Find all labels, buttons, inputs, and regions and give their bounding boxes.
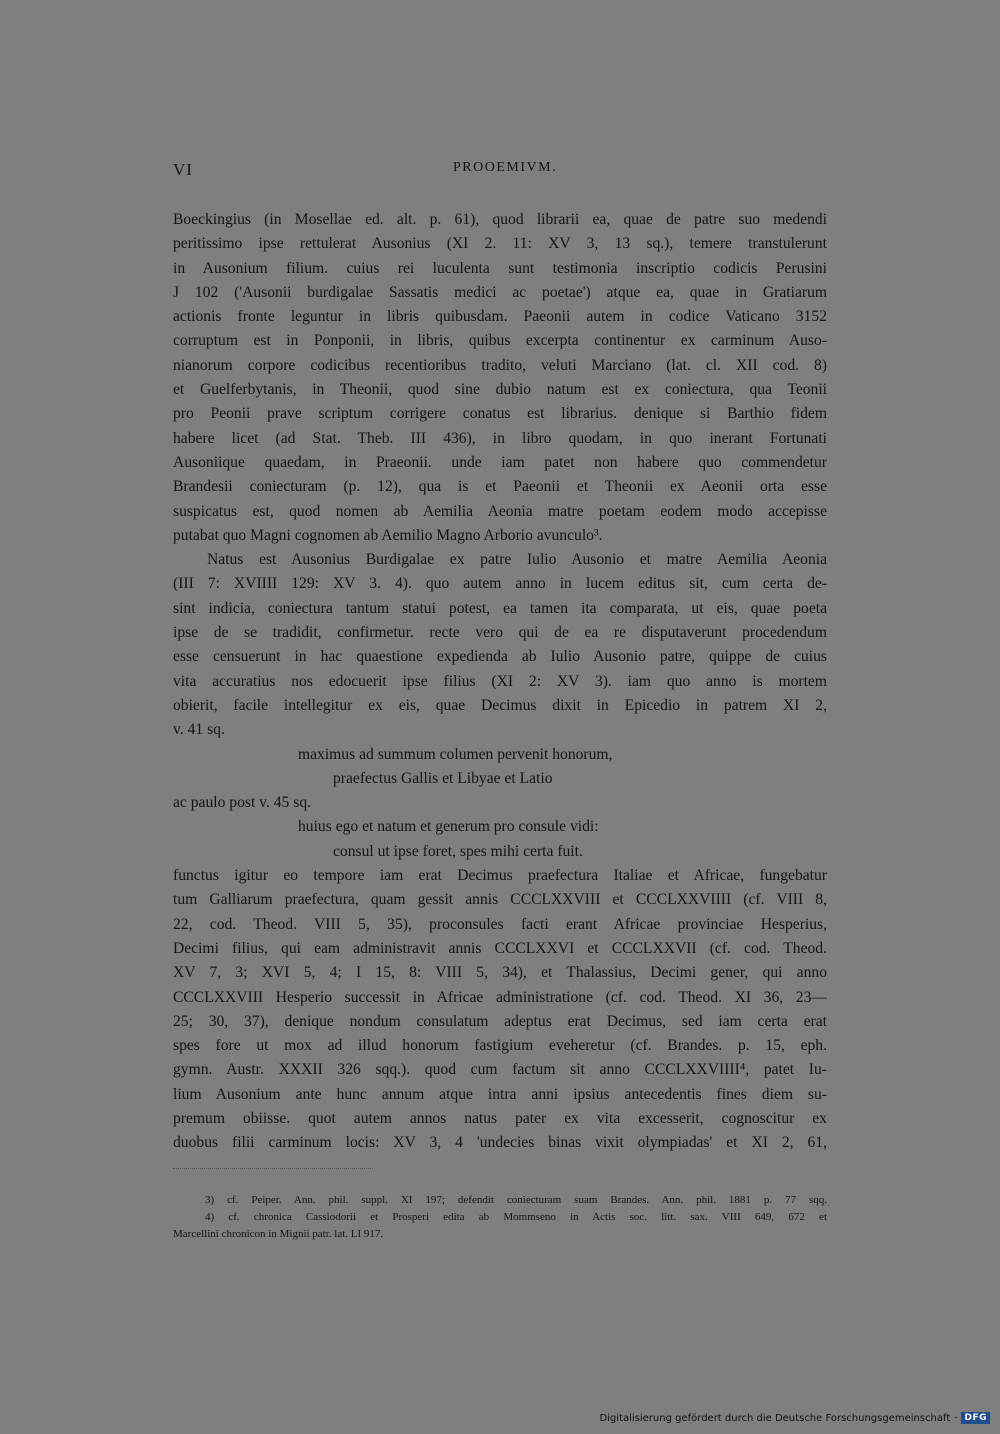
text-line: putabat quo Magni cognomen ab Aemilio Magno Arborio avunculo³. <box>173 526 603 544</box>
main-text <box>173 208 827 1156</box>
text-line: obierit, facile intellegitur ex eis, quae Decimus dixit in Epicedio in patrem XI 2, <box>173 696 827 714</box>
text-line: actionis fronte leguntur in libris quibusdam. Paeonii autem in codice Vaticano 3152 <box>173 308 827 326</box>
text-line: sint indicia, coniectura tantum statui potest, ea tamen ita comparata, ut eis, quae poeta <box>173 599 827 617</box>
text-line: Decimi filius, qui eam administravit annis CCCLXXVI et CCCLXXVII (cf. cod. Theod. <box>173 939 827 957</box>
running-title: PROOEMIVM. <box>453 160 558 175</box>
text-line: premum obiisse. quot autem annos natus pater ex vita excesserit, cognoscitur ex <box>173 1109 827 1127</box>
text-line: esse censuerunt in hac quaestione expedienda ab Iulio Ausonio patre, quippe de cuius <box>173 648 827 666</box>
verse-line: maximus ad summum columen pervenit honorum, <box>298 745 613 763</box>
text-line: functus igitur eo tempore iam erat Decimus praefectura Italiae et Africae, fungebatur <box>173 867 827 885</box>
page-number: VI <box>173 160 193 179</box>
text-line: suspicatus est, quod nomen ab Aemilia Aeonia matre poetam eodem modo accepisse <box>173 502 827 520</box>
text-line: corruptum est in Ponponii, in libris, quibus excerpta continentur ex carminum Auso- <box>173 332 827 350</box>
text-line: vita accuratius nos edocuerit ipse filius (XI 2: XV 3). iam quo anno is mortem <box>173 672 827 690</box>
text-line: 25; 30, 37), denique nondum consulatum adeptus erat Decimus, sed iam certa erat <box>173 1012 827 1030</box>
text-line: v. 41 sq. <box>173 721 225 739</box>
text-line: (III 7: XVIIII 129: XV 3. 4). quo autem anno in lucem editus sit, cum certa de- <box>173 575 827 593</box>
text-line: in Ausonium filium. cuius rei luculenta sunt testimonia inscriptio codicis Perusini <box>173 259 827 277</box>
text-line: 22, cod. Theod. VIII 5, 35), proconsules facti erant Africae provinciae Hesperius, <box>173 915 827 933</box>
funding-banner <box>599 1412 990 1424</box>
text-line: J 102 ('Ausonii burdigalae Sassatis medici ac poetae') atque ea, quae in Gratiarum <box>173 283 827 301</box>
footnote-separator <box>173 1168 373 1173</box>
verse-line: consul ut ipse foret, spes mihi certa fuit. <box>333 842 583 860</box>
footnote-3: 3) cf. Peiper. Ann. phil. suppl. XI 197; defendit coniecturam suam Brandes. Ann. phil. 1881 p. 77 sqq. <box>205 1194 827 1206</box>
text-line: ac paulo post v. 45 sq. <box>173 794 312 812</box>
paragraph-1 <box>173 208 827 548</box>
text-line: Boeckingius (in Mosellae ed. alt. p. 61), quod librarii ea, quae de patre suo medendi <box>173 211 827 228</box>
text-line: ipse de se tradidit, confirmetur. recte vero qui de ea re disputaverunt procedendum <box>173 624 827 642</box>
paragraph-3 <box>173 864 827 1156</box>
text-line: Natus est Ausonius Burdigalae ex patre Iulio Ausonio et matre Aemilia Aeonia <box>207 551 827 569</box>
paragraph-2 <box>173 548 827 742</box>
text-line: Ausoniique quaedam, in Praeonii. unde iam patet non habere quo commendetur <box>173 453 827 471</box>
text-line: XV 7, 3; XVI 5, 4; I 15, 8: VIII 5, 34), et Thalassius, Decimi gener, qui anno <box>173 964 827 982</box>
footnotes <box>173 1192 827 1243</box>
running-header <box>173 160 827 184</box>
text-line: habere licet (ad Stat. Theb. III 436), in libro quodam, in quo inerant Fortunati <box>173 429 827 447</box>
text-line: nianorum corpore codicibus recentioribus tradito, veluti Marciano (lat. cl. XII cod. 8) <box>173 356 827 374</box>
footnote-4-continued: Marcellini chronicon in Mignii patr. lat. LI 917. <box>173 1228 384 1240</box>
dfg-logo-icon: DFG <box>961 1412 990 1424</box>
verse-quote-2 <box>173 815 827 864</box>
text-line: tum Galliarum praefectura, quam gessit annis CCCLXXVIII et CCCLXXVIIII (cf. VIII 8, <box>173 891 827 909</box>
text-line: et Guelferbytanis, in Theonii, quod sine dubio natum est ex coniectura, qua Teonii <box>173 381 827 399</box>
funding-text: Digitalisierung gefördert durch die Deutsche Forschungsgemeinschaft <box>599 1412 951 1424</box>
footnote-4: 4) cf. chronica Cassiodorii et Prosperi edita ab Mommseno in Actis soc. litt. sax. VIII 649, 672 et <box>205 1211 827 1223</box>
separator-dot: · <box>954 1412 958 1424</box>
text-line: Brandesii coniecturam (p. 12), qua is et Paeonii et Theonii ex Aeonii orta esse <box>173 478 827 496</box>
text-line: lium Ausonium ante hunc annum atque intra anni ipsius antecedentis fines diem su- <box>173 1085 827 1103</box>
text-line: pro Peonii prave scriptum corrigere conatus est librarius. denique si Barthio fidem <box>173 405 827 423</box>
text-line: spes fore ut mox ad illud honorum fastigium eveheretur (cf. Brandes. p. 15, eph. <box>173 1037 827 1055</box>
text-line: gymn. Austr. XXXII 326 sqq.). quod cum factum sit anno CCCLXXVIIII⁴, patet Iu- <box>173 1061 827 1079</box>
text-line: CCCLXXVIII Hesperio successit in Africae administratione (cf. cod. Theod. XI 36, 23— <box>173 988 827 1006</box>
verse-line: praefectus Gallis et Libyae et Latio <box>333 769 553 787</box>
text-line: peritissimo ipse rettulerat Ausonius (XI 2. 11: XV 3, 13 sq.), temere transtulerunt <box>173 235 827 253</box>
verse-line: huius ego et natum et generum pro consule vidi: <box>298 818 599 836</box>
verse-quote-1 <box>173 743 827 792</box>
text-line: duobus filii carminum locis: XV 3, 4 'undecies binas vixit olympiadas' et XI 2, 61, <box>173 1134 827 1152</box>
